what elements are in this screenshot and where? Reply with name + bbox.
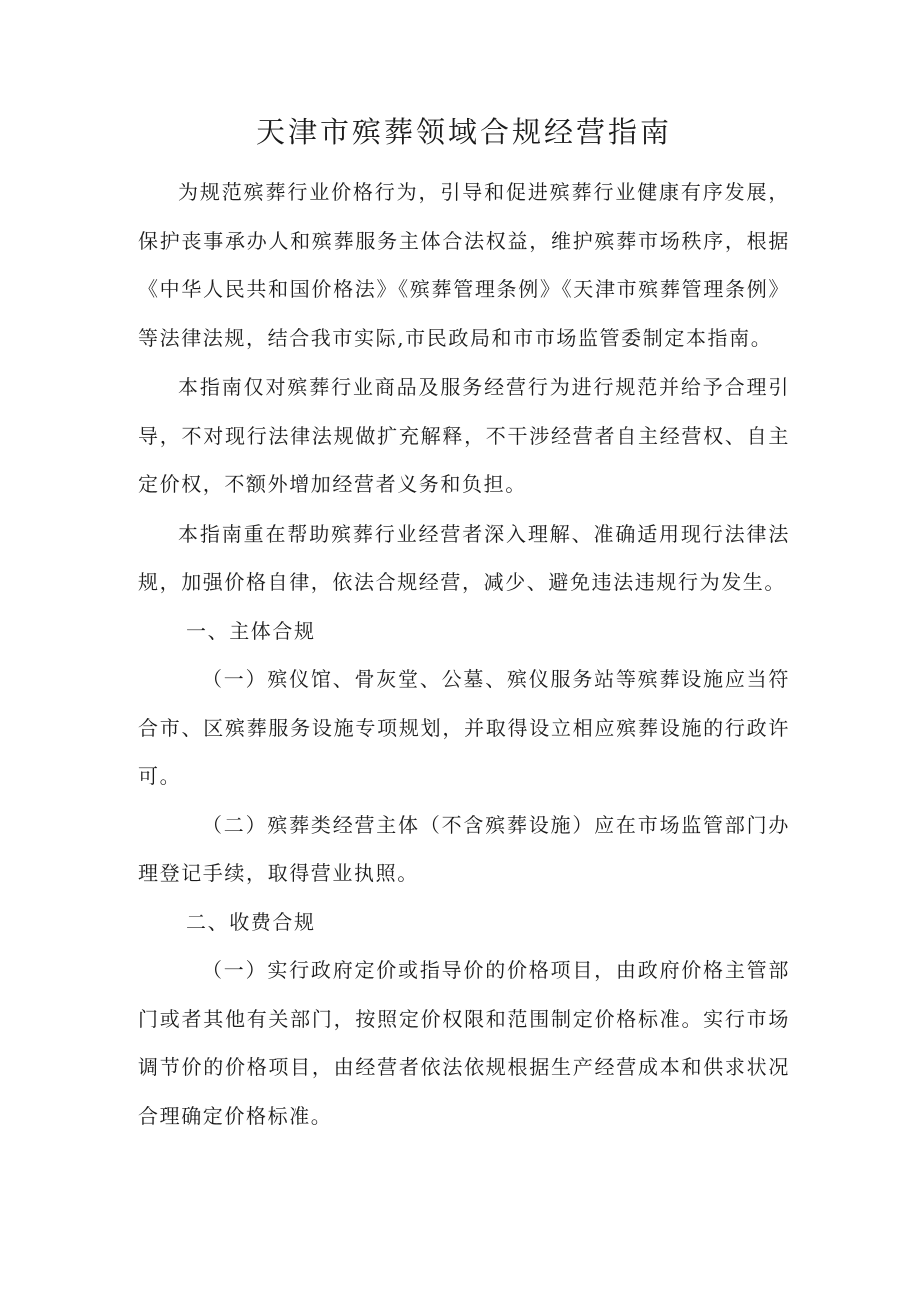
section-item: （二）殡葬类经营主体（不含殡葬设施）应在市场监管部门办理登记手续，取得营业执照。	[138, 812, 790, 885]
section-heading: 二、收费合规	[186, 909, 316, 934]
intro-paragraph-1: 为规范殡葬行业价格行为，引导和促进殡葬行业健康有序发展，保护丧事承办人和殡葬服务主体合法权益，维护殡葬市场秩序，根据《中华人民共和国价格法》《殡葬管理条例》《天津市殡葬管理条例》等法律法规，结合我市实际,市民政局和市市场监管委制定本指南。	[138, 180, 790, 350]
section-subject-compliance	[138, 607, 790, 898]
intro-paragraph-3: 本指南重在帮助殡葬行业经营者深入理解、准确适用现行法律法规，加强价格自律，依法合规经营，减少、避免违法违规行为发生。	[138, 521, 790, 594]
document-title: 天津市殡葬领域合规经营指南	[255, 115, 672, 149]
section-fee-compliance	[138, 898, 790, 1141]
section-item: （一）实行政府定价或指导价的价格项目，由政府价格主管部门或者其他有关部门，按照定价权限和范围制定价格标准。实行市场调节价的价格项目，由经营者依法依规根据生产经营成本和供求状况合理确定价格标准。	[138, 958, 790, 1128]
intro-paragraph-2: 本指南仅对殡葬行业商品及服务经营行为进行规范并给予合理引导，不对现行法律法规做扩充解释，不干涉经营者自主经营权、自主定价权，不额外增加经营者义务和负担。	[138, 375, 790, 496]
section-item: （一）殡仪馆、骨灰堂、公墓、殡仪服务站等殡葬设施应当符合市、区殡葬服务设施专项规划，并取得设立相应殡葬设施的行政许可。	[138, 667, 790, 788]
section-heading: 一、主体合规	[186, 618, 316, 643]
document-page	[138, 110, 790, 1140]
